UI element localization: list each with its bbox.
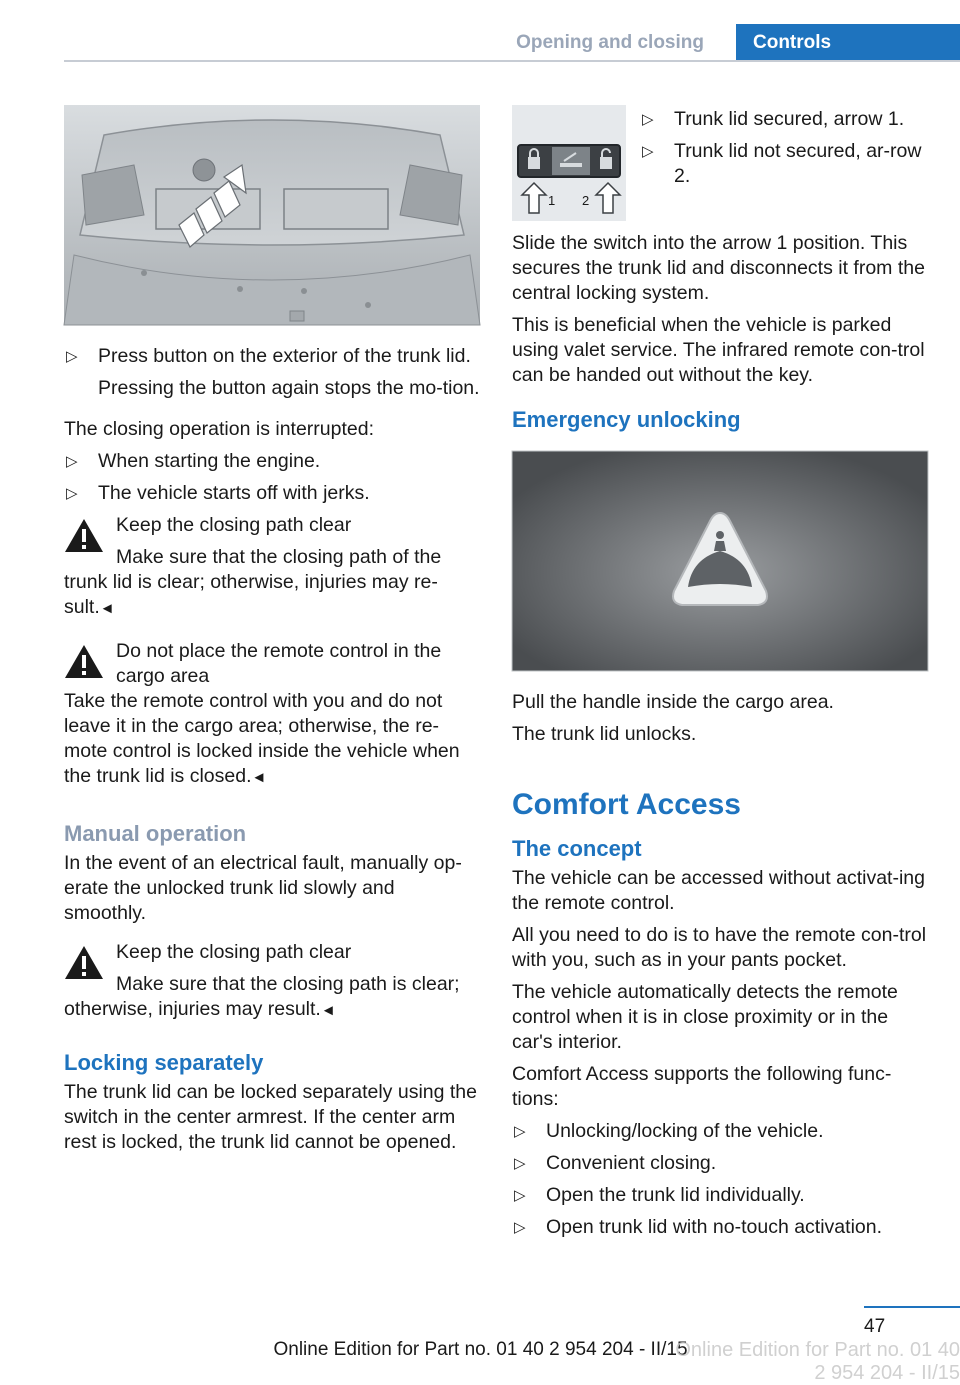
list-item	[64, 481, 480, 506]
manual-operation-text: In the event of an electrical fault, manually op‐erate the unlocked trunk lid slowly and smoothly.	[64, 852, 462, 924]
warning-closing-path-manual	[64, 940, 480, 1023]
trunk-unlocks-text: The trunk lid unlocks.	[512, 723, 697, 745]
closing-interrupted-intro: The closing operation is interrupted:	[64, 418, 375, 440]
emergency-release-handle-illustration	[512, 451, 928, 671]
warning-triangle-icon	[64, 517, 104, 553]
list-item-text: Trunk lid secured, arrow 1.	[674, 108, 905, 130]
heading-the-concept: The concept	[512, 836, 642, 861]
list-item-text: Convenient closing.	[546, 1152, 717, 1174]
list-item	[64, 449, 480, 474]
list-item	[512, 1215, 928, 1240]
supports-functions-text: Comfort Access supports the following func‐tions:	[512, 1063, 892, 1110]
bullet-triangle-icon: ▷	[514, 1219, 526, 1236]
bullet-triangle-icon: ▷	[514, 1123, 526, 1140]
slide-switch-text: Slide the switch into the arrow 1 position. This secures the trunk lid and disconnects it from the central locking system.	[512, 232, 925, 304]
end-mark-icon: ◄	[251, 769, 267, 786]
warning-body: Take the remote control with you and do not leave it in the cargo area; otherwise, the re‐mote control is locked inside the vehicle when the trunk lid is closed.◄	[64, 690, 460, 787]
left-column	[64, 105, 480, 1162]
list-item	[512, 1119, 928, 1144]
trunk-button-steps	[64, 344, 480, 401]
heading-manual-operation: Manual operation	[64, 821, 247, 846]
warning-title: Keep the closing path clear	[116, 514, 352, 536]
warning-closing-path-trunk	[64, 513, 480, 621]
footer-edition-text: Online Edition for Part no. 01 40 2 954 204 - II/15	[273, 1339, 688, 1360]
locking-separately-text: The trunk lid can be locked separately using the switch in the center armrest. If the center arm rest is locked, the trunk lid cannot be opened.	[64, 1081, 477, 1153]
concept-text: The vehicle can be accessed without activat‐ing the remote control.	[512, 867, 925, 914]
header-chapter-tab: Controls	[736, 24, 960, 62]
header-rule	[64, 60, 960, 62]
list-item	[640, 107, 928, 132]
page-number: 47	[864, 1316, 886, 1337]
list-item	[64, 344, 480, 401]
warning-title: Do not place the remote control in the cargo area	[116, 640, 442, 687]
switch-figure-row	[512, 105, 928, 221]
bullet-triangle-icon: ▷	[642, 111, 654, 128]
closing-interrupted-list	[64, 449, 480, 506]
bullet-triangle-icon: ▷	[66, 348, 78, 365]
remote-with-you-text: All you need to do is to have the remote con‐trol with you, such as in your pants pocket.	[512, 924, 927, 971]
right-column	[512, 105, 928, 1247]
bullet-triangle-icon: ▷	[66, 453, 78, 470]
end-mark-icon: ◄	[99, 600, 115, 617]
footer-watermark: Online Edition for Part no. 01 40 2 954 204 - II/15	[675, 1339, 960, 1384]
bullet-triangle-icon: ▷	[642, 143, 654, 160]
list-item-text: Press button on the exterior of the trunk lid.	[98, 345, 471, 367]
trunk-button-illustration	[64, 105, 480, 325]
warning-title: Keep the closing path clear	[116, 941, 352, 963]
warning-body: Make sure that the closing path is clear; otherwise, injuries may result.◄	[64, 973, 460, 1020]
trunk-lock-switch-illustration	[512, 105, 626, 221]
heading-comfort-access: Comfort Access	[512, 788, 741, 821]
list-item-subtext: Pressing the button again stops the mo‐tion.	[98, 377, 480, 399]
list-item-text: Trunk lid not secured, ar‐row 2.	[674, 140, 922, 187]
bullet-triangle-icon: ▷	[514, 1155, 526, 1172]
arrow-2-label: 2	[582, 193, 590, 208]
list-item-text: Open trunk lid with no-touch activation.	[546, 1216, 883, 1238]
pull-handle-text: Pull the handle inside the cargo area.	[512, 691, 834, 713]
comfort-access-functions	[512, 1119, 928, 1240]
list-item-text: Unlocking/locking of the vehicle.	[546, 1120, 824, 1142]
header-section-title: Opening and closing	[516, 32, 704, 53]
warning-triangle-icon	[64, 643, 104, 679]
footer-rule	[864, 1306, 960, 1308]
bullet-triangle-icon: ▷	[514, 1187, 526, 1204]
list-item-text: The vehicle starts off with jerks.	[98, 482, 370, 504]
switch-positions-list	[640, 105, 928, 221]
list-item	[512, 1183, 928, 1208]
heading-locking-separately: Locking separately	[64, 1050, 264, 1075]
list-item	[512, 1151, 928, 1176]
end-mark-icon: ◄	[320, 1002, 336, 1019]
warning-triangle-icon	[64, 944, 104, 980]
list-item	[640, 139, 928, 189]
bullet-triangle-icon: ▷	[66, 485, 78, 502]
list-item-text: Open the trunk lid individually.	[546, 1184, 805, 1206]
warning-body: Make sure that the closing path of the trunk lid is clear; otherwise, injuries may re‐sult.◄	[64, 546, 442, 618]
arrow-1-label: 1	[548, 193, 556, 208]
warning-remote-cargo	[64, 639, 480, 790]
valet-text: This is beneficial when the vehicle is parked using valet service. The infrared remote con‐trol can be handed out without the key.	[512, 314, 925, 386]
list-item-text: When starting the engine.	[98, 450, 321, 472]
auto-detect-text: The vehicle automatically detects the remote control when it is in close proximity or in the car's interior.	[512, 981, 898, 1053]
heading-emergency-unlocking: Emergency unlocking	[512, 407, 741, 432]
